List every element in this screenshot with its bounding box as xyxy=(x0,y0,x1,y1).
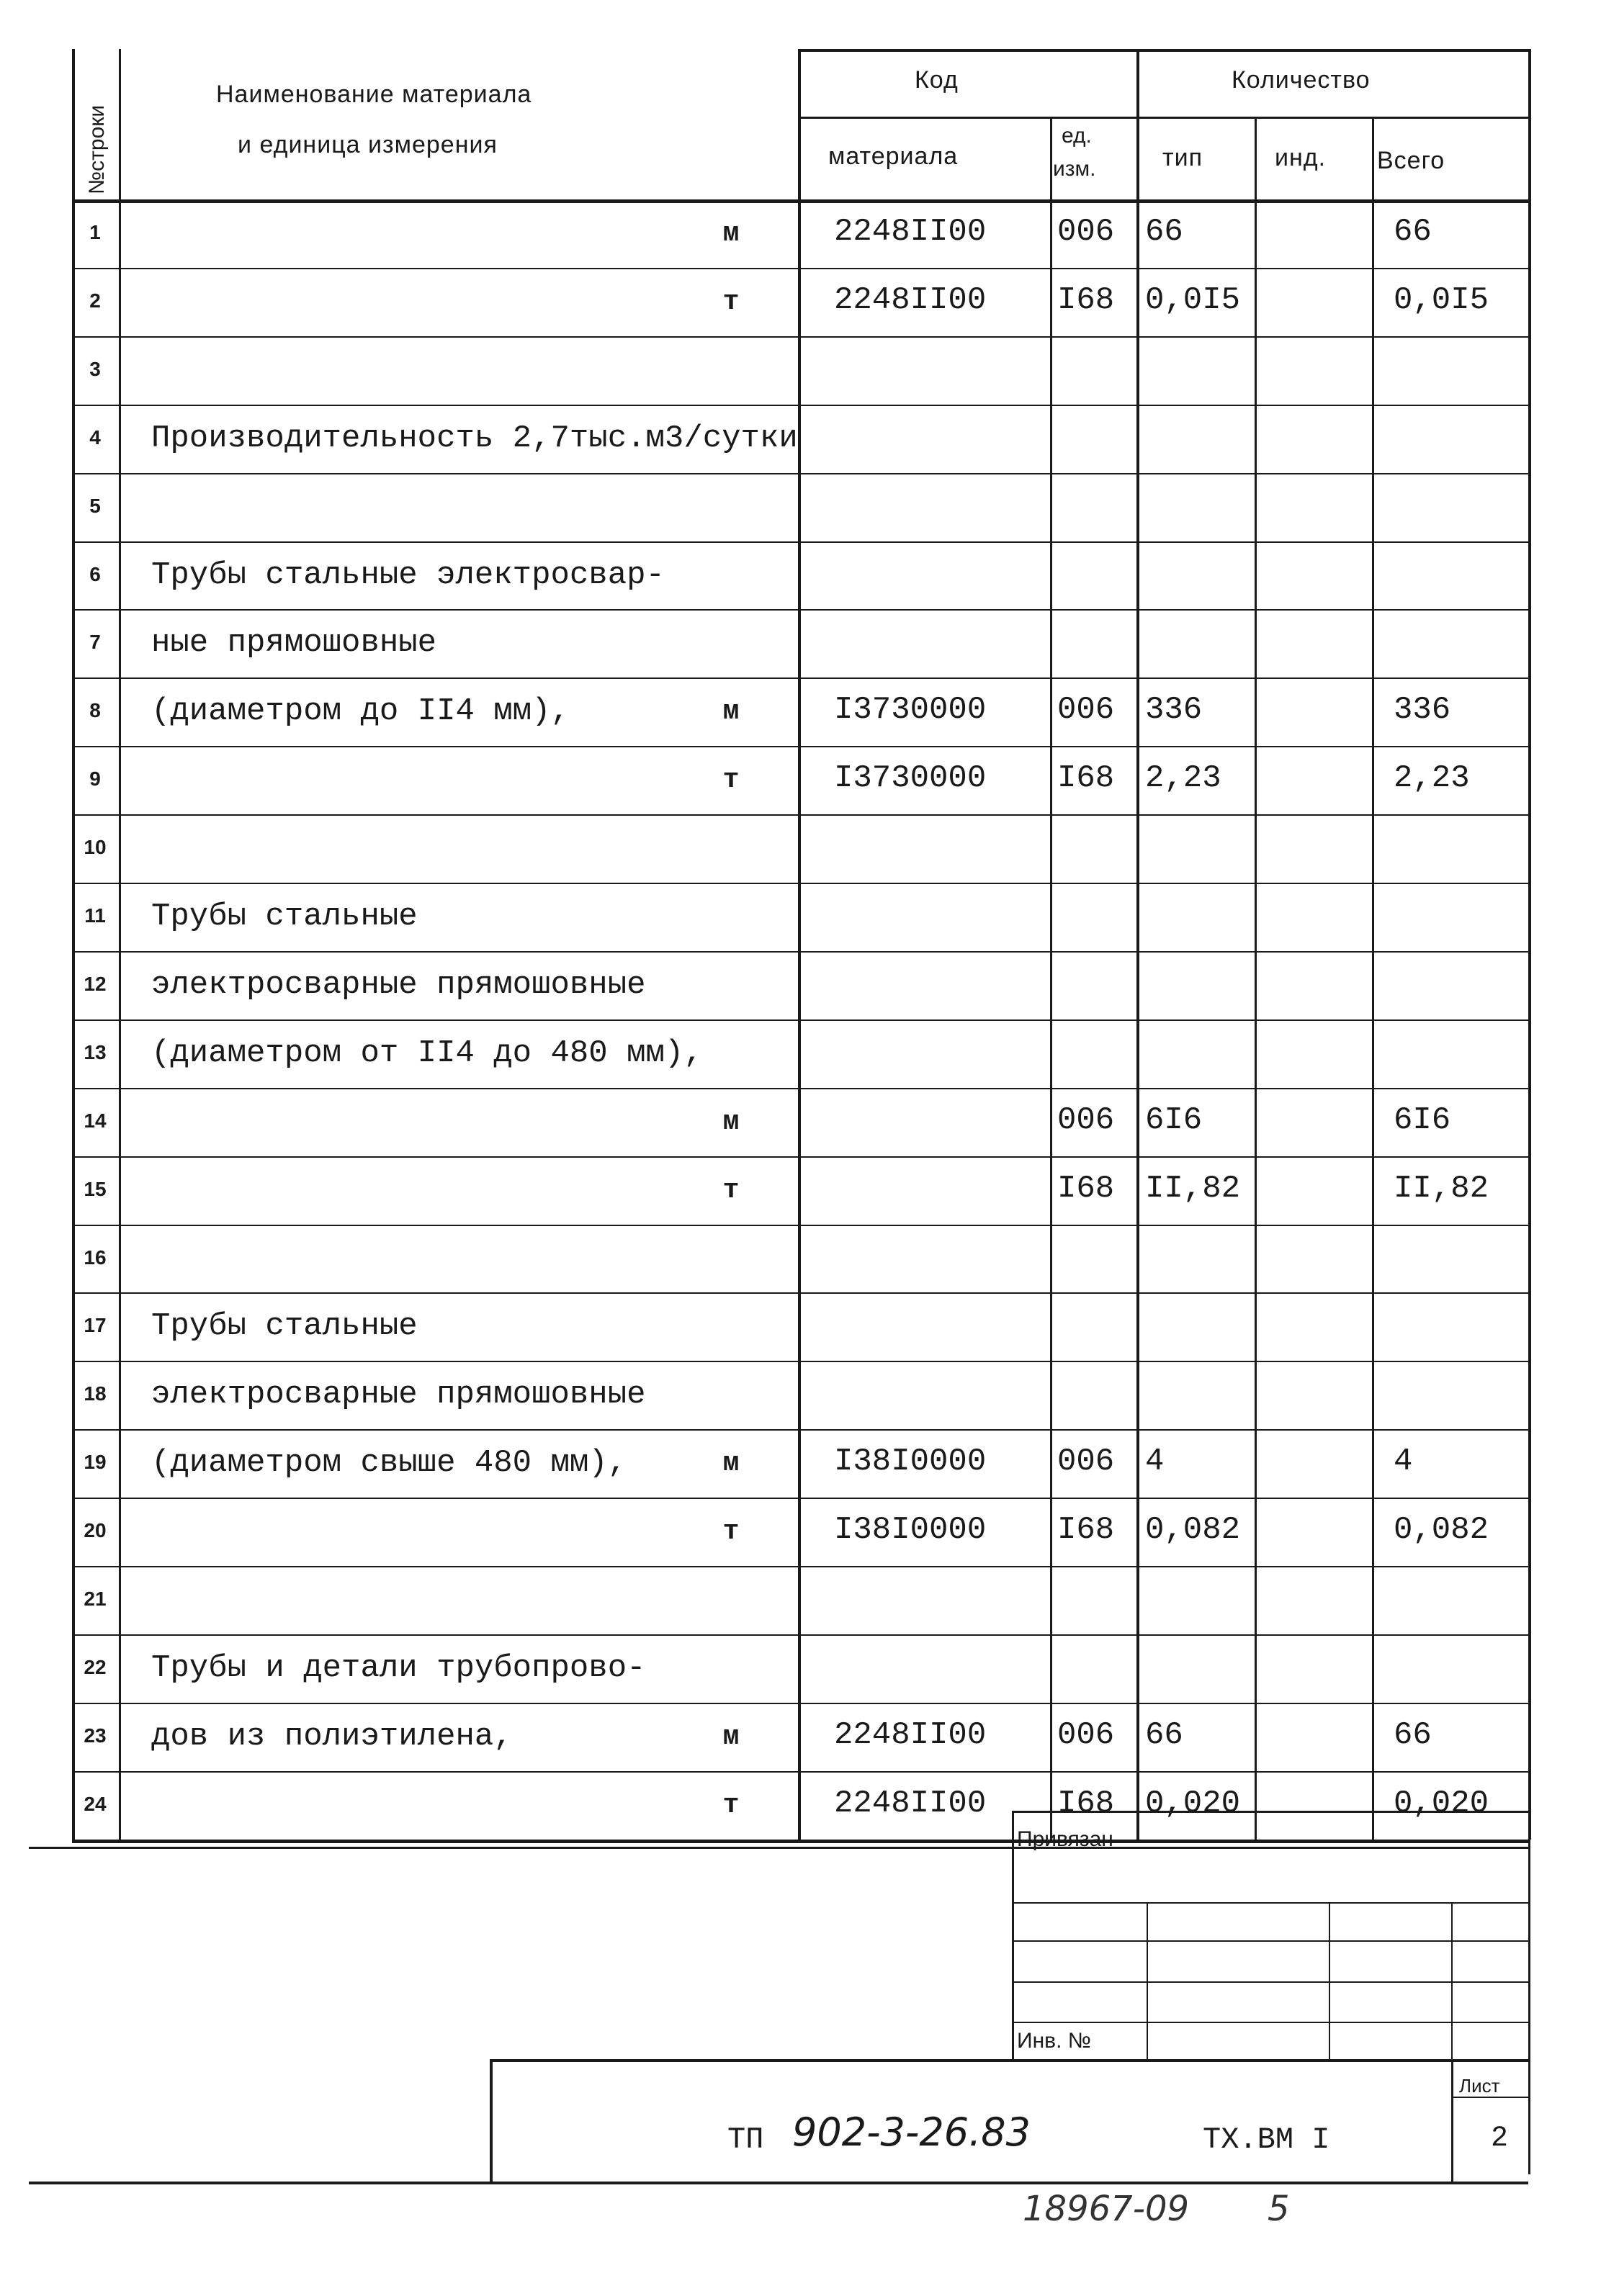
grid-line xyxy=(72,1019,1528,1021)
header-unit-line2: изм. xyxy=(1053,157,1096,181)
header-name-line2: и единица измерения xyxy=(238,131,498,158)
header-ind: инд. xyxy=(1275,144,1327,171)
grid-line xyxy=(798,49,801,1840)
qty-typ: 0,020 xyxy=(1145,1785,1241,1822)
material-name: электросварные прямошовные xyxy=(151,966,646,1003)
material-name: электросварные прямошовные xyxy=(151,1377,646,1413)
material-name: (диаметром от II4 до 480 мм), xyxy=(151,1035,703,1071)
material-name: дов из полиэтилена, xyxy=(151,1718,513,1755)
stamp-line xyxy=(490,2059,1528,2062)
qty-typ: 66 xyxy=(1145,214,1183,250)
grid-line xyxy=(119,49,121,1840)
row-number: 2 xyxy=(89,289,101,312)
material-code: I3730000 xyxy=(834,692,987,729)
stamp-line xyxy=(1451,2059,1453,2182)
grid-line xyxy=(72,1498,1528,1499)
stamp-list-label: Лист xyxy=(1459,2075,1500,2097)
grid-line xyxy=(72,951,1528,953)
grid-line xyxy=(798,117,1528,119)
unit-of-measure: м xyxy=(722,218,740,249)
row-number: 19 xyxy=(84,1451,107,1474)
row-number: 22 xyxy=(84,1655,107,1678)
unit-of-measure: т xyxy=(722,1174,740,1206)
header-unit-line1: ед. xyxy=(1062,124,1092,148)
unit-code: I68 xyxy=(1057,1170,1115,1207)
unit-of-measure: м xyxy=(722,1106,740,1138)
header-typ: тип xyxy=(1162,144,1203,171)
material-name: Производительность 2,7тыс.м3/сутки xyxy=(151,420,798,456)
row-number: 23 xyxy=(84,1724,107,1747)
stamp-line xyxy=(29,2182,1528,2184)
grid-line xyxy=(72,883,1528,884)
unit-code: I68 xyxy=(1057,1512,1115,1549)
unit-of-measure: т xyxy=(722,1516,740,1548)
material-code: 2248II00 xyxy=(834,282,987,318)
stamp-line xyxy=(490,2059,493,2182)
qty-typ: 0,0I5 xyxy=(1145,282,1241,318)
grid-line xyxy=(72,1156,1528,1158)
material-name: Трубы стальные xyxy=(151,899,418,935)
row-number: 18 xyxy=(84,1382,107,1405)
row-number: 17 xyxy=(84,1314,107,1337)
grid-line xyxy=(1528,49,1531,1840)
qty-total: 0,0I5 xyxy=(1394,282,1489,318)
material-code: 2248II00 xyxy=(834,214,987,250)
header-material: материала xyxy=(828,143,959,170)
qty-total: 336 xyxy=(1394,692,1451,729)
unit-code: 006 xyxy=(1057,692,1115,729)
stamp-doc-prefix: ТП xyxy=(727,2122,764,2157)
stamp-archive-page: 5 xyxy=(1268,2189,1290,2229)
material-name: ные прямошовные xyxy=(151,625,437,662)
stamp-line xyxy=(1329,1902,1330,2059)
grid-line xyxy=(72,1429,1528,1431)
grid-line xyxy=(72,814,1528,816)
qty-total: 6I6 xyxy=(1394,1102,1451,1138)
stamp-doc-suffix: ТХ.ВМ I xyxy=(1203,2122,1330,2157)
row-number: 24 xyxy=(84,1792,107,1815)
grid-line xyxy=(72,1225,1528,1226)
stamp-archive-no: 18967-09 xyxy=(1023,2189,1190,2229)
header-row-no: №строки xyxy=(85,104,109,194)
material-code: I3730000 xyxy=(834,760,987,797)
frame-line xyxy=(29,1847,1528,1849)
row-number: 14 xyxy=(84,1109,107,1132)
unit-of-measure: т xyxy=(722,1789,740,1821)
grid-line xyxy=(72,1292,1528,1294)
row-number: 20 xyxy=(84,1519,107,1542)
unit-of-measure: м xyxy=(722,696,740,728)
qty-total: 0,020 xyxy=(1394,1785,1489,1822)
row-number: 11 xyxy=(84,904,106,927)
grid-line xyxy=(72,268,1528,269)
unit-code: I68 xyxy=(1057,760,1115,797)
unit-of-measure: м xyxy=(722,1721,740,1752)
unit-code: 006 xyxy=(1057,1102,1115,1138)
row-number: 21 xyxy=(84,1588,107,1610)
stamp-line xyxy=(1451,1902,1453,2059)
row-number: 1 xyxy=(89,221,101,243)
grid-line xyxy=(72,473,1528,474)
material-name: (диаметром свыше 480 мм), xyxy=(151,1445,627,1482)
grid-line xyxy=(72,49,75,1840)
unit-of-measure: т xyxy=(722,286,740,318)
row-number: 3 xyxy=(89,357,101,380)
material-name: Трубы стальные электросвар- xyxy=(151,557,665,593)
stamp-line xyxy=(1147,1902,1148,2059)
grid-line xyxy=(72,1566,1528,1567)
grid-line xyxy=(72,1703,1528,1704)
header-quantity: Количество xyxy=(1232,66,1371,94)
grid-line xyxy=(72,336,1528,338)
qty-total: 66 xyxy=(1394,214,1432,250)
qty-total: 0,082 xyxy=(1394,1512,1489,1549)
material-code: I38I0000 xyxy=(834,1444,987,1480)
qty-total: 66 xyxy=(1394,1716,1432,1753)
row-number: 7 xyxy=(89,631,101,654)
grid-line xyxy=(72,746,1528,747)
qty-typ: 336 xyxy=(1145,692,1203,729)
grid-line xyxy=(72,199,1528,203)
material-code: 2248II00 xyxy=(834,1716,987,1753)
material-name: Трубы стальные xyxy=(151,1308,418,1345)
stamp-sheet-number: 2 xyxy=(1491,2122,1509,2155)
grid-line xyxy=(72,1840,1528,1843)
unit-code: 006 xyxy=(1057,214,1115,250)
material-name: (диаметром до II4 мм), xyxy=(151,693,570,730)
unit-of-measure: т xyxy=(722,765,740,796)
material-code: I38I0000 xyxy=(834,1512,987,1549)
row-number: 15 xyxy=(84,1177,107,1200)
unit-code: 006 xyxy=(1057,1444,1115,1480)
grid-line xyxy=(72,1088,1528,1089)
material-name: Трубы и детали трубопрово- xyxy=(151,1649,646,1686)
material-code: 2248II00 xyxy=(834,1785,987,1822)
grid-line xyxy=(1136,49,1139,1840)
row-number: 13 xyxy=(84,1040,107,1063)
row-number: 16 xyxy=(84,1246,107,1269)
stamp-privyazan: Привязан xyxy=(1017,1827,1113,1851)
unit-code: I68 xyxy=(1057,1785,1115,1822)
grid-line xyxy=(1372,117,1374,1840)
stamp-inv-no: Инв. № xyxy=(1017,2029,1091,2053)
header-name-line1: Наименование материала xyxy=(216,81,532,108)
row-number: 12 xyxy=(84,972,107,995)
frame-line xyxy=(1528,1840,1530,2174)
grid-line xyxy=(798,49,1528,52)
qty-typ: 0,082 xyxy=(1145,1512,1241,1549)
qty-typ: II,82 xyxy=(1145,1170,1241,1207)
unit-code: I68 xyxy=(1057,282,1115,318)
grid-line xyxy=(1255,117,1257,1840)
row-number: 6 xyxy=(89,562,101,585)
unit-code: 006 xyxy=(1057,1716,1115,1753)
grid-line xyxy=(72,1634,1528,1636)
unit-of-measure: м xyxy=(722,1448,740,1480)
grid-line xyxy=(72,609,1528,611)
grid-line xyxy=(72,541,1528,543)
header-total: Всего xyxy=(1377,147,1445,174)
qty-total: II,82 xyxy=(1394,1170,1489,1207)
qty-typ: 2,23 xyxy=(1145,760,1221,797)
row-number: 10 xyxy=(84,836,107,859)
qty-total: 2,23 xyxy=(1394,760,1470,797)
grid-line xyxy=(72,1361,1528,1362)
row-number: 5 xyxy=(89,494,101,517)
grid-line xyxy=(72,677,1528,679)
row-number: 4 xyxy=(89,426,101,449)
header-code: Код xyxy=(915,66,959,94)
row-number: 9 xyxy=(89,767,101,791)
grid-line xyxy=(72,1771,1528,1773)
qty-total: 4 xyxy=(1394,1444,1413,1480)
grid-line xyxy=(1050,117,1052,1840)
qty-typ: 6I6 xyxy=(1145,1102,1203,1138)
qty-typ: 4 xyxy=(1145,1444,1165,1480)
grid-line xyxy=(72,405,1528,406)
stamp-doc-number: 902-3-26.83 xyxy=(792,2110,1031,2155)
row-number: 8 xyxy=(89,699,101,722)
qty-typ: 66 xyxy=(1145,1716,1183,1753)
